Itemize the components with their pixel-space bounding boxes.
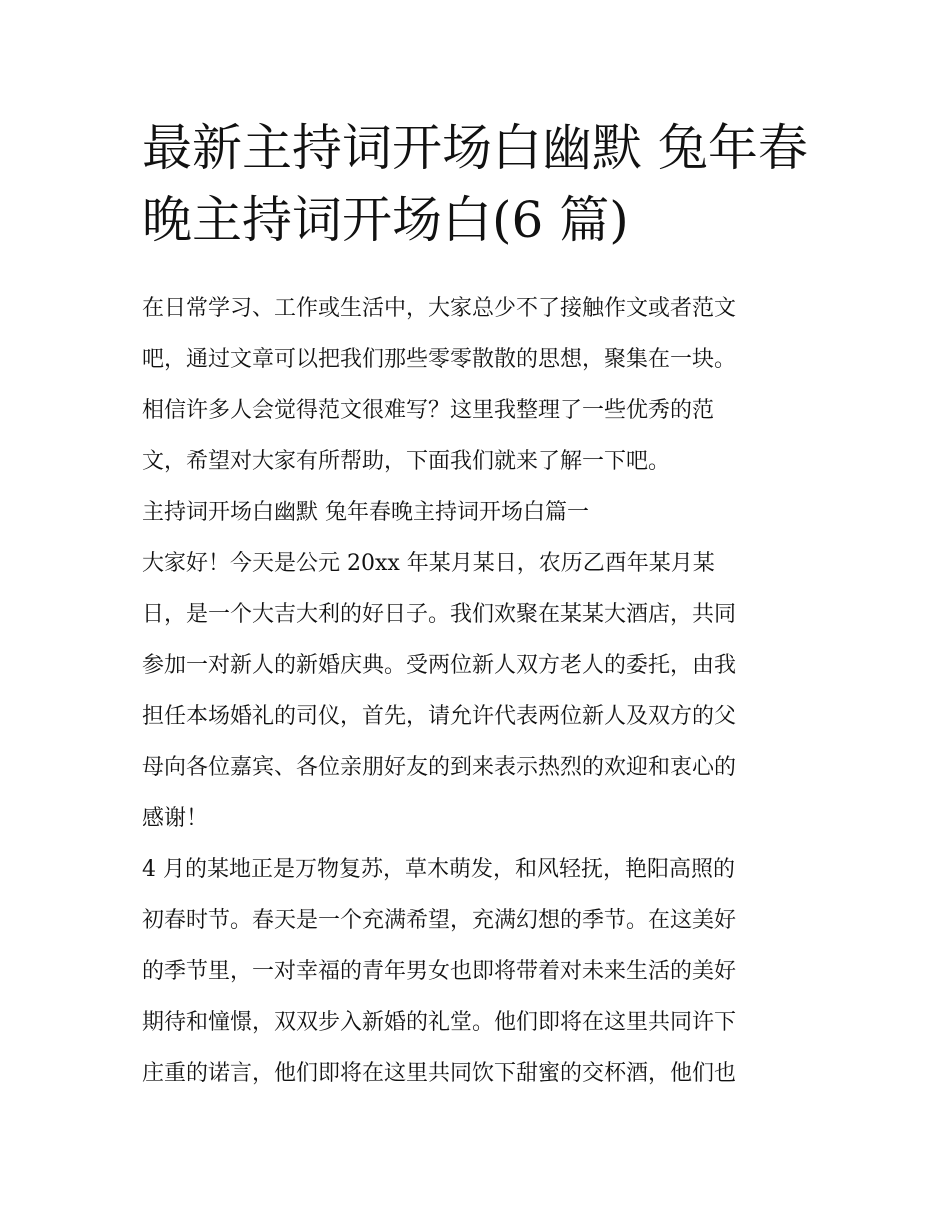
section-heading: 主持词开场白幽默 兔年春晚主持词开场白篇一 xyxy=(142,500,589,525)
document-body xyxy=(142,283,822,1099)
text-line: 4 月的某地正是万物复苏，草木萌发，和风轻抚，艳阳高照的 xyxy=(142,857,735,882)
title-line: 最新主持词开场白幽默 兔年春 xyxy=(142,119,808,177)
paragraph-spring xyxy=(142,844,822,1099)
document-title xyxy=(142,112,822,256)
text-line: 期待和憧憬，双双步入新婚的礼堂。他们即将在这里共同许下 xyxy=(142,1010,737,1035)
text-line: 大家好！今天是公元 20xx 年某月某日，农历乙酉年某月某 xyxy=(142,551,715,576)
text-line: 的季节里，一对幸福的青年男女也即将带着对未来生活的美好 xyxy=(142,959,737,984)
text-line: 吧，通过文章可以把我们那些零零散散的思想，聚集在一块。 xyxy=(142,347,737,372)
text-line: 感谢！ xyxy=(142,806,209,831)
text-line: 相信许多人会觉得范文很难写？这里我整理了一些优秀的范 xyxy=(142,398,715,423)
text-line: 初春时节。春天是一个充满希望，充满幻想的季节。在这美好 xyxy=(142,908,737,933)
text-line: 担任本场婚礼的司仪，首先，请允许代表两位新人及双方的父 xyxy=(142,704,737,729)
text-line: 文，希望对大家有所帮助，下面我们就来了解一下吧。 xyxy=(142,449,671,474)
text-line: 庄重的诺言，他们即将在这里共同饮下甜蜜的交杯酒，他们也 xyxy=(142,1061,737,1086)
intro-paragraph xyxy=(142,283,822,487)
paragraph-greeting xyxy=(142,538,822,844)
title-line: 晚主持词开场白(6 篇) xyxy=(142,191,629,249)
text-line: 参加一对新人的新婚庆典。受两位新人双方老人的委托，由我 xyxy=(142,653,737,678)
text-line: 日，是一个大吉大利的好日子。我们欢聚在某某大酒店，共同 xyxy=(142,602,737,627)
text-line: 母向各位嘉宾、各位亲朋好友的到来表示热烈的欢迎和衷心的 xyxy=(142,755,737,780)
text-line: 在日常学习、工作或生活中，大家总少不了接触作文或者范文 xyxy=(142,296,737,321)
